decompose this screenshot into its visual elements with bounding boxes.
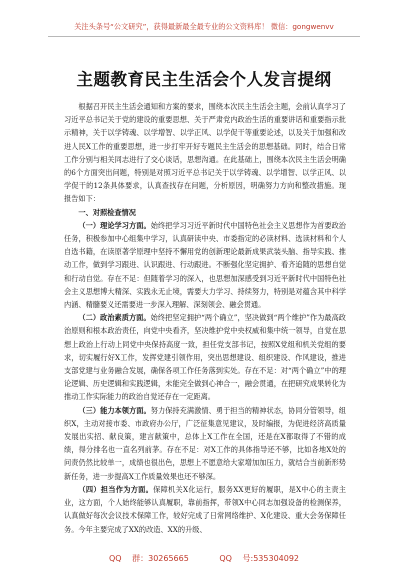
document-body xyxy=(64,100,346,536)
document-title: 主题教育民主生活会个人发言提纲 xyxy=(76,70,332,89)
subsection-responsibility-text: 保障机关X化运行，服务XX更好的履职，是X中心的主责主业，这方面，个人始终能够认真履职，靠前指挥，带领X中心同志加强设备的检测保养，认真做好每次会议技术保障工作，较好完成了日常网络维护、X化建设、重大会务保障任务。今年主要完成了XX的改造、XX的升级、 xyxy=(64,484,346,534)
subsection-theory xyxy=(64,219,346,311)
subsection-ability-text: 努力保持充满激情、勇于担当的精神状态，协同分管领导，组织X，主动对接市委、市政府办公厅，广泛征集意见建议，及时编报，为促进经济高质量发展出实招、献良策，建言献策中，总体上X工作在全国，还是在X都取得了不错的成绩，得分排名也一直名列前茅。存在不足：对X工作的具体指导还不够，比如各地X处的问责仍然比较单一，成绩也很出色，思想上不愿意给大家增加加压力，就结合当前新形势新任务，进一步提高X工作质量效果也还不够深。 xyxy=(64,405,346,481)
subsection-theory-text: 始终把学习习近平新时代中国特色社会主义思想作为首要政治任务，积极参加中心组集中学习，认真研读中央、市委指定的必读材料、选读材料和个人自选书籍，在读原著学原理中坚持不懈用党的创新理论最新成果武装头脑、指导实践、推动工作，做到学习跟进、认识跟进、行动跟进。不断强化坚定拥护、看齐追随的思想自觉和行动自觉。存在不足：但随着学习的深入，也思想加深感受到习近平新时代中国特色社会主义思想博大精深、实践永无止境，需要大力学习、持续努力，特别是对蕴含其中科学内涵、精髓要义还需要进一步深入理解、深刻领会、融会贯通。 xyxy=(64,220,346,310)
subsection-politics xyxy=(64,311,346,403)
intro-paragraph: 根据召开民主生活会通知和方案的要求，围绕本次民主生活会主题，会前认真学习了习近平总书记关于党的建设的重要思想、关于严肃党内政治生活的重要讲话和重要指示批示精神，关于以学铸魂、以学增智、以学正风、以学促干等重要论述，以及关于加强和改进人民X工作的重要思想，进一步打牢开好专题民主生活会的思想基础。同时，结合日常工作分别与相关同志进行了交心谈话，思想沟通。在此基础上，围绕本次民主生活会明确的6个方面突出问题，特别是对照习近平总书记关于以学铸魂、以学增智、以学正风、以学促干的12条具体要求，认真查找存在问题，分析原因，明确努力方向和整改措施。现报告如下： xyxy=(64,102,346,204)
header-notice: 关注头条号“公文研究”，获得最新最全最专业的公文资料库！ 微信：gongwenvv xyxy=(74,22,334,31)
section-heading: 一、对照检查情况 xyxy=(78,207,136,217)
subsection-responsibility-lead: （四）担当作为方面。 xyxy=(78,484,154,494)
footer-qq-number: QQ 号:535304092 xyxy=(219,554,300,563)
subsection-politics-lead: （二）政治素质方面。 xyxy=(78,313,151,323)
header-divider xyxy=(48,36,360,37)
subsection-politics-text: 始终把坚定拥护“两个确立”，坚决做到“两个维护”作为最高政治原则和根本政治责任，向党中央看齐，坚决维护党中央权威和集中统一领导，自觉在思想上政治上行动上同党中央保持高度一致，担任党支部书记，按照X党组和机关党组的要求，切实履行好X工作，发挥党建引领作用，突出思想建设、组织建设、作风建设，推进支部党建与业务融合发展，确保各项工作任务落到实处。存在不足：对“两个确立”中的理论逻辑、历史逻辑和实践逻辑，未能完全做到心神合一，融会贯通，在把研究成果转化为推动工作实际能力的政治自觉还存在一定距离。 xyxy=(64,313,346,402)
subsection-theory-lead: （一）理论学习方面。 xyxy=(78,220,151,230)
footer-qq-group: QQ 群：30265665 xyxy=(108,554,189,563)
subsection-responsibility xyxy=(64,483,346,536)
footer-contact xyxy=(0,553,408,564)
subsection-ability-lead: （三）能力本领方面。 xyxy=(78,405,151,415)
subsection-ability xyxy=(64,404,346,483)
